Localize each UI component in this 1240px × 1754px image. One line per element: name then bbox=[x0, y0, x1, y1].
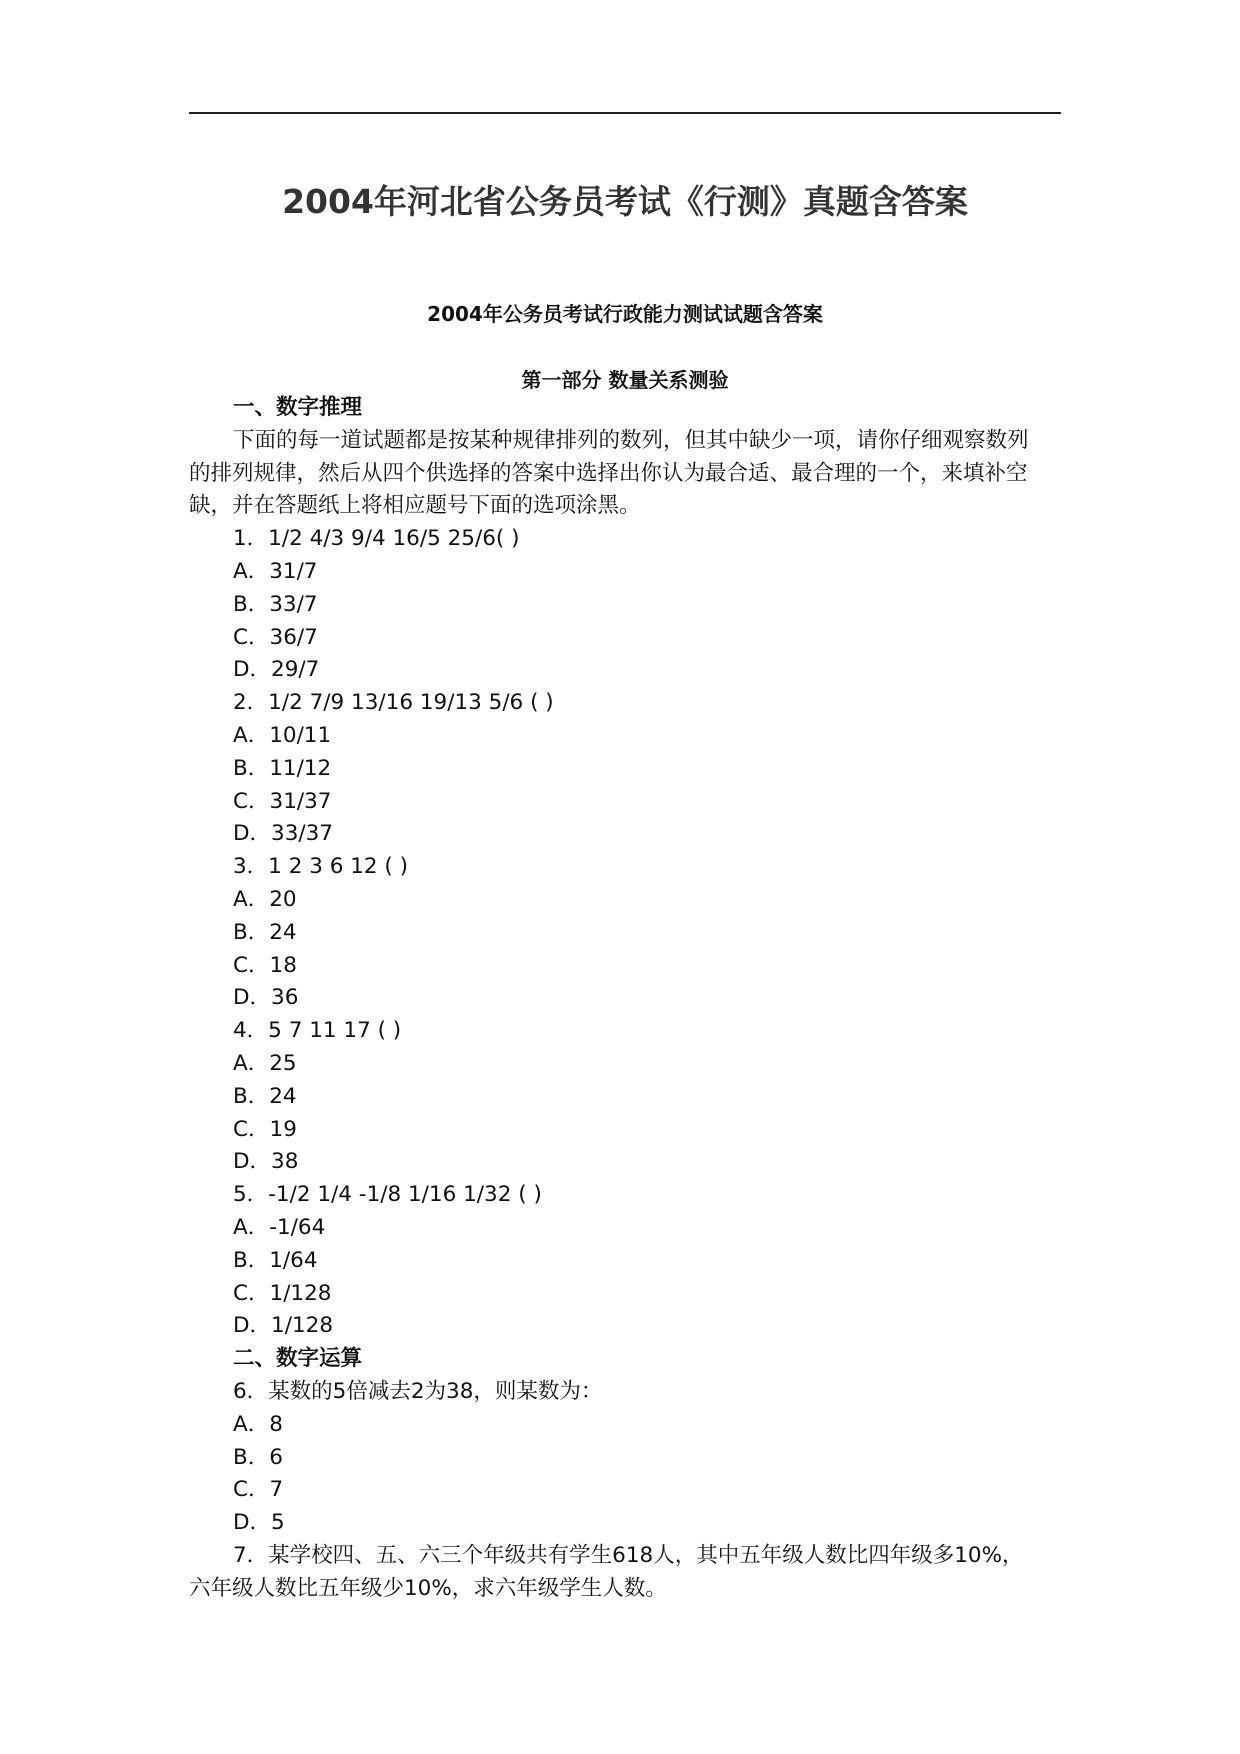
document-body bbox=[189, 392, 1069, 1605]
option: B．6 bbox=[233, 1444, 283, 1470]
intro-line: 下面的每一道试题都是按某种规律排列的数列，但其中缺少一项，请你仔细观察数列 bbox=[233, 427, 1029, 453]
option: A．8 bbox=[233, 1411, 283, 1437]
option: D．5 bbox=[233, 1510, 285, 1536]
subtitle: 2004年公务员考试行政能力测试试题含答案 bbox=[427, 302, 823, 326]
option: D．29/7 bbox=[233, 657, 320, 683]
part-heading: 第一部分 数量关系测验 bbox=[521, 368, 729, 392]
option: B．24 bbox=[233, 919, 297, 945]
option: D．38 bbox=[233, 1149, 299, 1175]
option: D．1/128 bbox=[233, 1313, 334, 1339]
option: C．19 bbox=[233, 1116, 297, 1142]
option: C．1/128 bbox=[233, 1280, 332, 1306]
option: C．36/7 bbox=[233, 624, 318, 650]
option: A．10/11 bbox=[233, 722, 332, 748]
question-line: 7．某学校四、五、六三个年级共有学生618人，其中五年级人数比四年级多10%， bbox=[233, 1542, 1024, 1568]
question: 4．5 7 11 17 ( ) bbox=[233, 1018, 402, 1044]
question: 3．1 2 3 6 12 ( ) bbox=[233, 854, 409, 880]
question: 1．1/2 4/3 9/4 16/5 25/6( ) bbox=[233, 526, 520, 552]
option: A．25 bbox=[233, 1050, 297, 1076]
option: A．20 bbox=[233, 886, 297, 912]
intro-line: 的排列规律，然后从四个供选择的答案中选择出你认为最合适、最合理的一个，来填补空 bbox=[189, 460, 1028, 486]
option: B．11/12 bbox=[233, 755, 332, 781]
intro-line: 缺，并在答题纸上将相应题号下面的选项涂黑。 bbox=[189, 493, 641, 519]
question: 6．某数的5倍减去2为38，则某数为： bbox=[233, 1378, 603, 1404]
question-line: 六年级人数比五年级少10%，求六年级学生人数。 bbox=[189, 1575, 667, 1601]
option: B．1/64 bbox=[233, 1247, 318, 1273]
header-rule bbox=[189, 112, 1061, 114]
option: B．24 bbox=[233, 1083, 297, 1109]
option: B．33/7 bbox=[233, 591, 318, 617]
question: 5．-1/2 1/4 -1/8 1/16 1/32 ( ) bbox=[233, 1182, 542, 1208]
option: D．36 bbox=[233, 985, 299, 1011]
option: C．31/37 bbox=[233, 788, 332, 814]
option: C．18 bbox=[233, 952, 297, 978]
question: 2．1/2 7/9 13/16 19/13 5/6 ( ) bbox=[233, 690, 554, 716]
document-title: 2004年河北省公务员考试《行测》真题含答案 bbox=[282, 182, 968, 221]
option: D．33/37 bbox=[233, 821, 334, 847]
section-heading: 一、数字推理 bbox=[233, 395, 363, 420]
option: C．7 bbox=[233, 1477, 284, 1503]
option: A．-1/64 bbox=[233, 1214, 326, 1240]
section-heading: 二、数字运算 bbox=[233, 1346, 363, 1372]
option: A．31/7 bbox=[233, 558, 318, 584]
